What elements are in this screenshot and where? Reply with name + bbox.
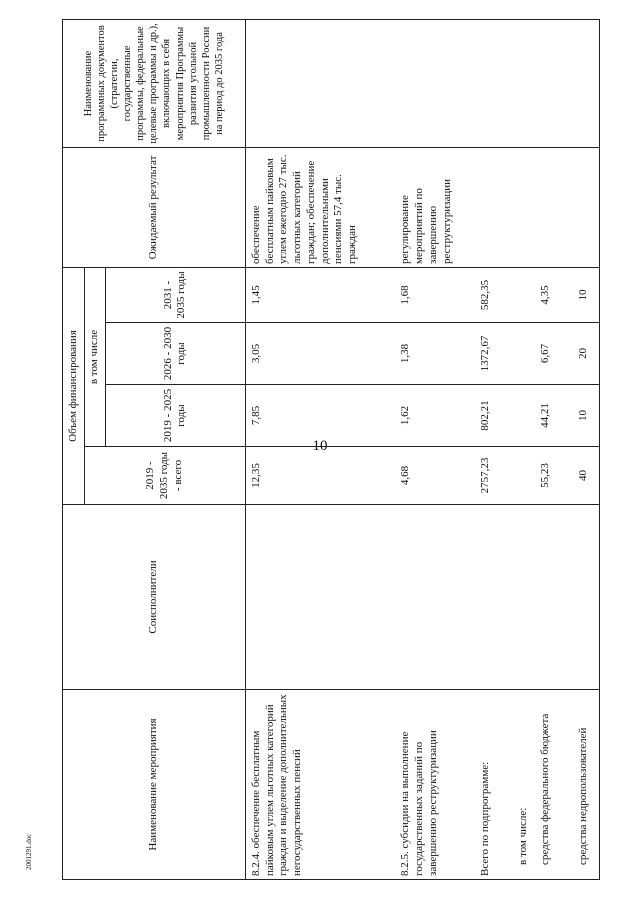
value-2019-2025-cell: 10 xyxy=(573,385,599,447)
value-2031-2035-cell: 582,35 xyxy=(475,267,513,322)
value-2031-2035-cell xyxy=(513,267,535,322)
expected-result-cell xyxy=(535,147,573,267)
table-row xyxy=(573,19,599,879)
value-2031-2035-cell: 4,35 xyxy=(535,267,573,322)
total-cell: 2757,23 xyxy=(475,447,513,505)
event-name-cell: 8.2.5. субсидии на выполнение государственных заданий по завершению реструктуризации xyxy=(395,690,475,880)
header-2026-2030: 2026 - 2030 годы xyxy=(105,323,245,385)
expected-result-cell xyxy=(573,147,599,267)
event-name-cell: средства федерального бюджета xyxy=(535,690,573,880)
coexecutors-cell xyxy=(475,505,513,690)
page-number: 10 xyxy=(312,438,328,454)
value-2019-2025-cell: 1,62 xyxy=(395,385,475,447)
program-documents-cell xyxy=(535,19,573,147)
value-2031-2035-cell: 10 xyxy=(573,267,599,322)
table-row xyxy=(245,19,395,879)
total-cell: 40 xyxy=(573,447,599,505)
coexecutors-cell xyxy=(513,505,535,690)
total-cell xyxy=(513,447,535,505)
value-2026-2030-cell xyxy=(513,323,535,385)
value-2031-2035-cell: 1,45 xyxy=(245,267,395,322)
value-2019-2025-cell: 802,21 xyxy=(475,385,513,447)
value-2031-2035-cell: 1,68 xyxy=(395,267,475,322)
value-2019-2025-cell: 44,21 xyxy=(535,385,573,447)
total-cell: 55,23 xyxy=(535,447,573,505)
event-name-cell: средства недропользователей xyxy=(573,690,599,880)
table-row xyxy=(475,19,513,879)
value-2026-2030-cell: 1,38 xyxy=(395,323,475,385)
value-2026-2030-cell: 1372,67 xyxy=(475,323,513,385)
value-2019-2025-cell xyxy=(513,385,535,447)
value-2026-2030-cell: 20 xyxy=(573,323,599,385)
program-documents-cell xyxy=(573,19,599,147)
value-2026-2030-cell: 6,67 xyxy=(535,323,573,385)
total-cell: 4,68 xyxy=(395,447,475,505)
table-row xyxy=(513,19,535,879)
expected-result-cell xyxy=(475,147,513,267)
header-2019-2025: 2019 - 2025 годы xyxy=(105,385,245,447)
value-2019-2025-cell: 7,85 xyxy=(245,385,395,447)
coexecutors-cell xyxy=(573,505,599,690)
header-expected-result: Ожидаемый результат xyxy=(63,147,246,267)
program-documents-cell xyxy=(395,19,475,147)
expected-result-cell: обеспечение бесплатным пайковым углем ежегодно 27 тыс. льготных категорий граждан; обеспечение дополнительными пенсиями 57,4 тыс. граждан xyxy=(245,147,395,267)
header-event-name: Наименование мероприятия xyxy=(63,690,246,880)
coexecutors-cell xyxy=(245,505,395,690)
header-program-documents: Наименование программных документов (стратегии, государственные программы, федеральные целевые программы и др.), включающих в себя мероприятия Программы развития угольной промышленности России на период до 2035 года xyxy=(63,19,246,147)
header-coexecutors: Соисполнители xyxy=(63,505,246,690)
coexecutors-cell xyxy=(535,505,573,690)
header-funding-volume: Объем финансирования xyxy=(63,267,85,504)
funding-table xyxy=(62,19,600,880)
header-2031-2035: 2031 - 2035 годы xyxy=(105,267,245,322)
header-including: в том числе xyxy=(85,267,106,446)
value-2026-2030-cell: 3,05 xyxy=(245,323,395,385)
coexecutors-cell xyxy=(395,505,475,690)
expected-result-cell: регулирование мероприятий по завершению реструктуризации xyxy=(395,147,475,267)
expected-result-cell xyxy=(513,147,535,267)
program-documents-cell xyxy=(475,19,513,147)
program-documents-cell xyxy=(245,19,395,147)
table-row xyxy=(395,19,475,879)
event-name-cell: Всего по подпрограмме: xyxy=(475,690,513,880)
funding-table-rotated xyxy=(62,20,636,880)
total-cell: 12,35 xyxy=(245,447,395,505)
table-row xyxy=(535,19,573,879)
program-documents-cell xyxy=(513,19,535,147)
header-total-2019-2035: 2019 - 2035 годы - всего xyxy=(85,447,246,505)
event-name-cell: 8.2.4. обеспечение бесплатным пайковым углем льготных категорий граждан и выделение дополнительных негосударственных пенсий xyxy=(245,690,395,880)
event-name-cell: в том числе: xyxy=(513,690,535,880)
footer-filename: 2001291.doc xyxy=(25,833,33,870)
